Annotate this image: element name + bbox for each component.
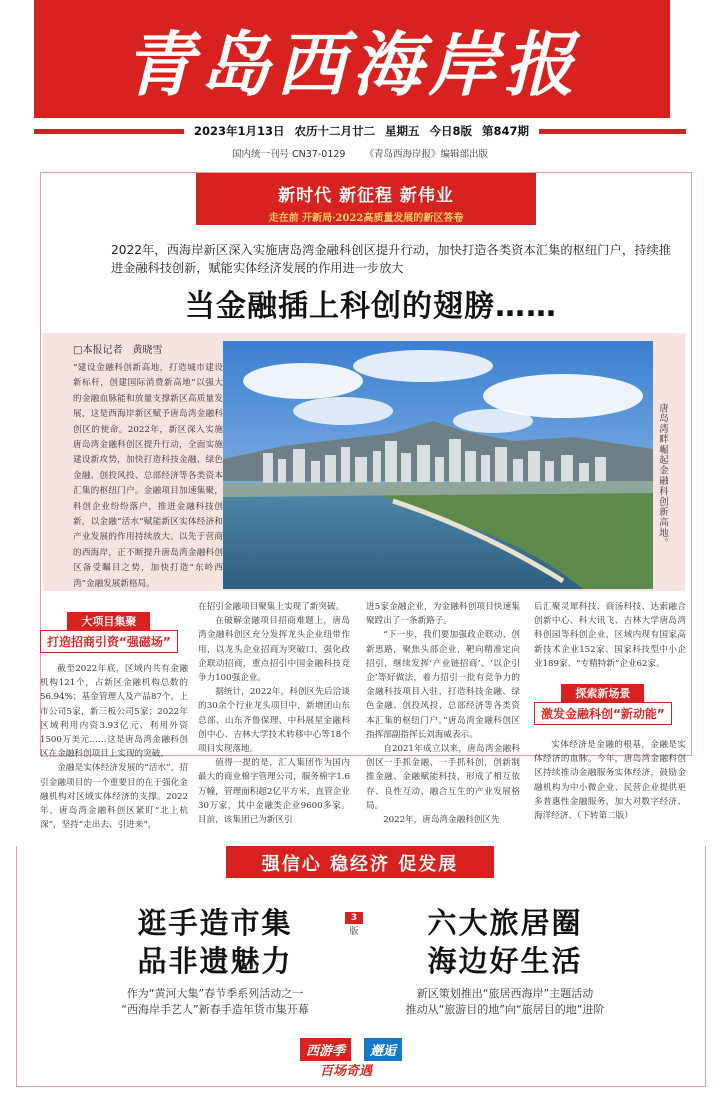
promo-left-desc-2: “西海岸手艺人”新春手造年货市集开幕 [121,1003,309,1016]
paragraph: 2022年，唐岛湾金融科创区先 [383,815,500,826]
photo-caption: 唐岛湾畔崛起金融科创新高地。 [657,403,668,549]
column-4a [534,600,686,671]
slogan: 强信心 稳经济 促发展 [226,846,495,878]
paragraph: 截至2022年底，区域内共有金融机构121个，占新区金融机构总数的56.94%；基金管理人及产品87个，上市公司5家，新三板公司5家；2022年区域利用内资3.93亿元、利用外资1500万美元……这是唐岛湾金融科创区在金融科创项目上实现的突破。 [40,664,188,760]
logo-part-c: 百场奇遇 [320,1064,373,1079]
intro-panel [43,333,685,591]
lunar-date: 农历十二月廿二 [294,124,376,138]
paragraph: 在招引金融项目聚集上实现了新突破。 [198,602,345,612]
section-tag-2 [534,684,672,721]
feature-header-sub: 走在前 开新局·2022高质量发展的新区答卷 [268,213,464,224]
page-reference-number: 3 [345,912,363,924]
dateline-rule-right [539,129,686,134]
dateline [34,124,686,138]
masthead [34,0,670,118]
promo-left-title-2: 品非遗魅力 [137,944,293,978]
article-headline: 当金融插上科创的翅膀…… [185,289,557,324]
paragraph: 在破解金融项目招商难题上，唐岛湾金融科创区充分发挥龙头企业纽带作用，以龙头企业招商为突破口，强化政企联动招商，重点招引中国金融科技竞争力100强企业。 [198,616,350,684]
paragraph: 据统计，2022年，科创区先后洽谈的30余个行业龙头项目中，新增团山东总部、山东齐鲁保理、中科展星金融科创中心、吉林大学技术转移中心等18个项目实现落地。 [198,687,350,755]
promo-right-desc-2: 推动从“旅游目的地”向“旅居目的地”进阶 [405,1003,605,1016]
logo-part-a: 西游季 [300,1038,351,1061]
column-3 [366,600,520,827]
paragraph: 自2021年成立以来，唐岛湾金融科创区一手抓金融、一手抓科创，创新制推金融、金融赋能科技，形成了相互依存、良性互动、融合互生的产业发展格局。 [366,744,520,811]
event-logo [300,1038,430,1082]
paragraph: 实体经济是金融的根基，金融是实体经济的血脉。今年，唐岛湾金融科创区持续推动金融服务实体经济，鼓励金融机构为中小微企业、民营企业提供更多普惠性金融服务，加大对数字经济、海洋经济、（下转第二版） [534,740,686,822]
city-photo [223,341,653,589]
section-2-title: 激发金融科创“新动能” [534,702,672,725]
article-subtitle: 2022年，西海岸新区深入实施唐岛湾金融科创区提升行动，加快打造各类资本汇集的枢纽门户，持续推进金融科技创新，赋能实体经济发展的作用进一步放大 [111,243,671,275]
promo-right-title-1: 六大旅居圈 [427,906,583,940]
paragraph: “下一步，我们要加强政企联动、创新思路，聚焦头部企业，靶向精准定向招引，继续发挥‘产业链招商’、‘以企引企’等好做法，着力招引一批有竞争力的金融科技项目入驻，打造科技金融、绿色金融、创投风投、总部经济等各类资本汇集的枢纽门户。”唐岛湾金融科创区指挥部副指挥长刘海威表示。 [366,630,520,740]
column-2 [198,600,350,827]
intro-text: “建设金融科创新高地，打造城市建设新标杆，创建国际消费新高地”以强大的金融血脉能和放量支撑新区高质量发展，这是西海岸新区赋予唐岛湾金融科创区的使命。2022年，新区深入实施唐岛湾金融科创区提升行动，全面实施建设新攻势，加快打造科技金融、绿色金融、创投风投、总部经济等各类资本汇集的枢纽门户。金融项目加速集聚，科创企业纷纷落户，推进金融科技创新，以金融“活水”赋能新区实体经济和产业发展的作用持续放大。以先于营商的西海岸，正不断提升唐岛湾金融科创区备受瞩目之势，加快打造“东岭西湾”金融发展新格局。 [73,363,223,589]
page-count: 今日8版 [429,124,473,138]
section-1-title: 打造招商引资“强磁场” [40,630,178,653]
issue-number: 第847期 [482,124,530,138]
page-reference-unit: 版 [349,927,359,937]
promo-left-desc-1: 作为“黄河大集”春节季系列活动之一 [126,987,304,1000]
section-2-label: 探索新场景 [561,684,644,702]
publication-info [0,146,720,160]
serial-number: 国内统一刊号 CN37-0129 [232,149,346,160]
dateline-rule-left [34,129,184,134]
city-photo-image [223,341,653,589]
promo-right-title-2: 海边好生活 [427,944,583,978]
promo-right[interactable] [370,904,640,1018]
promo-left-title-1: 逛手造市集 [137,906,293,940]
weekday: 星期五 [385,124,420,138]
paragraph: 后汇聚灵犀科技、商汤科技、达索融合创新中心、科大讯飞、吉林大学唐岛湾科创园等科创企业，区域内现有国家高新技术企业152家、国家科技型中小企业189家、“专精特新”企业62家。 [534,602,686,669]
byline: □本报记者 黄晓雪 [73,345,163,356]
feature-header [196,173,536,225]
paragraph: 值得一提的是，汇人集团作为国内最大的商业棉字管理公司，服务棉字1.6万幢，管理面积超2亿平方米，直管企业30万家，其中金融类企业9600多家。目前，该集团已为新区引 [198,758,350,826]
column-1 [40,662,188,832]
section-1-label: 大项目集聚 [67,612,150,630]
paragraph: 进5家金融企业，为金融科创项目快速集聚蹚出了一条新路子。 [366,602,520,627]
masthead-title: 青岛西海岸报 [124,22,580,106]
feature-header-main: 新时代 新征程 新伟业 [278,186,454,206]
page-reference[interactable] [345,912,363,937]
promo-right-desc-1: 新区策划推出“旅居西海岸”主题活动 [416,987,594,1000]
paragraph: 金融是实体经济发展的“活水”，招引金融项目的一个重要目的在于强化金融机构对区域实体经济的支撑。2022年，唐岛湾金融科创区紧盯“北上杭深”，坚持“走出去、引进来”， [40,763,188,831]
date: 2023年1月13日 [194,124,285,138]
slogan-bar [0,846,720,878]
editor-line: 《青岛西海岸报》编辑部出版 [364,149,488,160]
section-tag-1 [40,612,178,649]
promo-left[interactable] [90,904,340,1018]
column-4b [534,738,686,823]
logo-part-b: 邂逅 [364,1038,402,1061]
